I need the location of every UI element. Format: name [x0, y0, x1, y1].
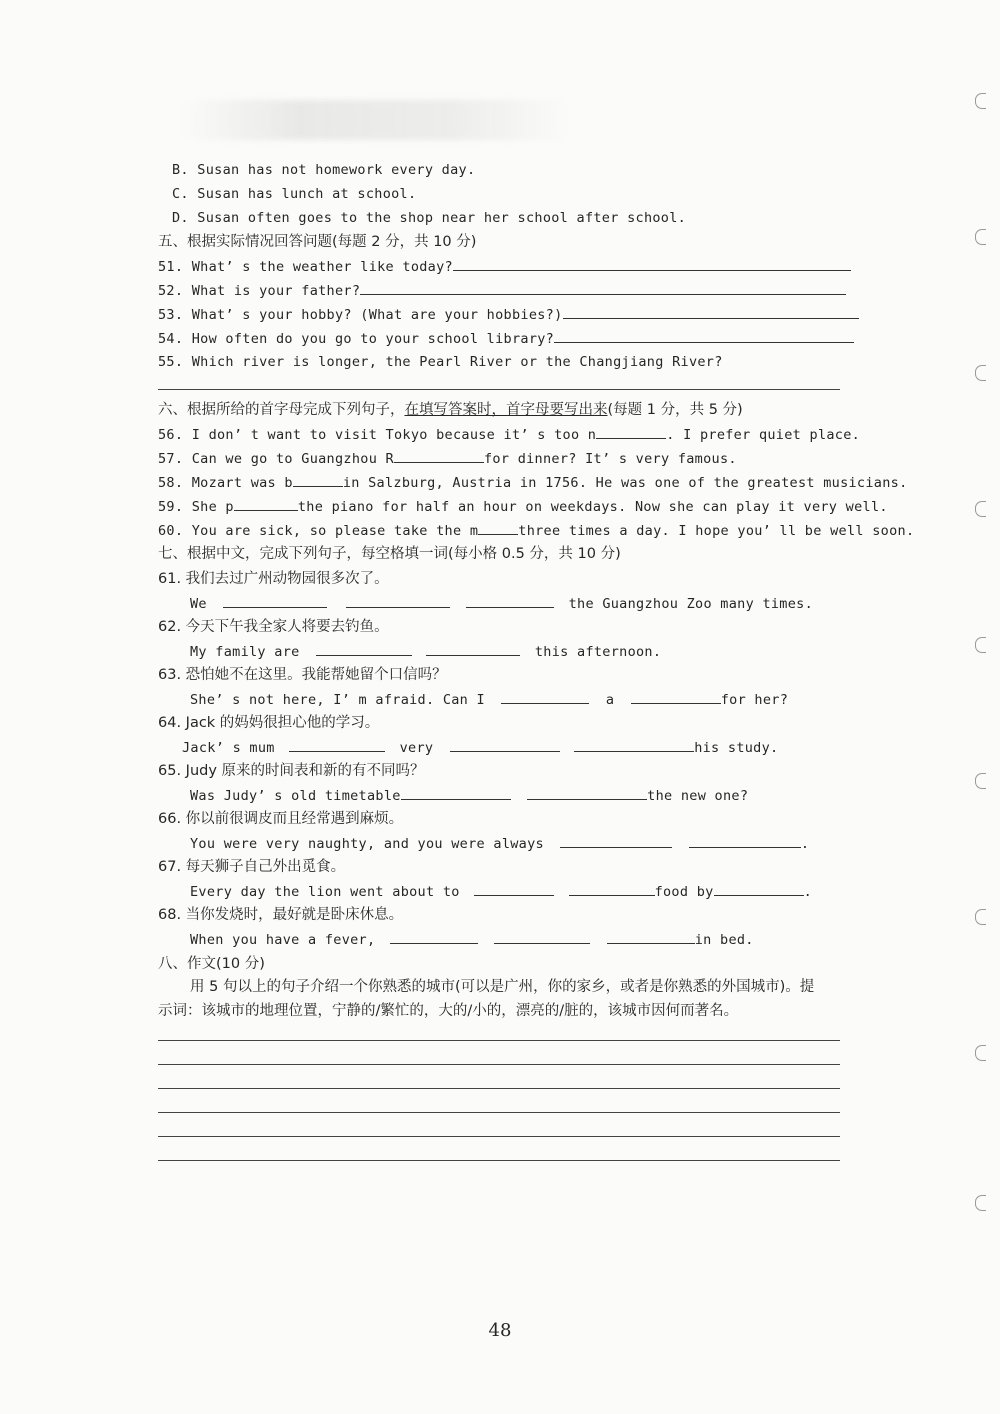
binder-hole: [975, 1195, 986, 1211]
question-60: 60. You are sick, so please take the m three times a day. I hope you’ ll be well soon.: [158, 520, 914, 541]
answer-blank[interactable]: [527, 785, 647, 800]
answer-blank[interactable]: [293, 472, 343, 487]
section-8-heading: 八、作文(10 分): [158, 956, 265, 972]
question-54: 54. How often do you go to your school library?: [158, 328, 854, 349]
answer-blank[interactable]: [401, 785, 511, 800]
question-63: She’ s not here, I’ m afraid. Can I a for her?: [190, 689, 788, 710]
writing-line[interactable]: [158, 1112, 840, 1113]
binder-hole: [975, 773, 986, 789]
answer-blank[interactable]: [450, 737, 560, 752]
section-6-heading: 六、根据所给的首字母完成下列句子，在填写答案时，首字母要写出来(每题 1 分，共 5 分): [158, 402, 743, 418]
answer-blank[interactable]: [560, 833, 672, 848]
option-d: D. Susan often goes to the shop near her school after school.: [172, 210, 687, 226]
question-63-chinese: 63. 恐怕她不在这里。我能帮她留个口信吗？: [158, 667, 447, 683]
answer-blank[interactable]: [474, 881, 554, 896]
answer-blank[interactable]: [714, 881, 804, 896]
writing-line[interactable]: [158, 1160, 840, 1161]
question-64: Jack’ s mum very his study.: [182, 737, 778, 758]
question-62: My family are this afternoon.: [190, 641, 661, 662]
answer-blank[interactable]: [689, 833, 801, 848]
binder-hole: [975, 229, 986, 245]
answer-blank[interactable]: [607, 929, 695, 944]
question-62-chinese: 62. 今天下午我全家人将要去钓鱼。: [158, 619, 389, 635]
question-56: 56. I don’ t want to visit Tokyo because it’ s too n . I prefer quiet place.: [158, 424, 860, 445]
binder-hole: [975, 909, 986, 925]
answer-blank[interactable]: [494, 929, 590, 944]
answer-blank[interactable]: [466, 593, 554, 608]
answer-blank[interactable]: [478, 520, 518, 535]
question-65-chinese: 65. Judy 原来的时间表和新的有不同吗？: [158, 763, 425, 779]
answer-blank[interactable]: [569, 881, 655, 896]
writing-line[interactable]: [158, 1088, 840, 1089]
answer-blank[interactable]: [289, 737, 385, 752]
question-51: 51. What’ s the weather like today?: [158, 256, 851, 277]
option-c: C. Susan has lunch at school.: [172, 186, 417, 202]
answer-blank[interactable]: [563, 304, 859, 319]
writing-line[interactable]: [158, 1064, 840, 1065]
question-66-chinese: 66. 你以前很调皮而且经常遇到麻烦。: [158, 811, 404, 827]
question-59: 59. She p the piano for half an hour on weekdays. Now she can play it very well.: [158, 496, 888, 517]
answer-line[interactable]: [158, 389, 840, 390]
section-5-heading: 五、根据实际情况回答问题(每题 2 分，共 10 分): [158, 234, 477, 250]
answer-blank[interactable]: [316, 641, 412, 656]
question-66: You were very naughty, and you were always .: [190, 833, 809, 854]
option-b: B. Susan has not homework every day.: [172, 162, 476, 178]
question-61-chinese: 61. 我们去过广州动物园很多次了。: [158, 571, 389, 587]
answer-blank[interactable]: [234, 496, 298, 511]
question-61: We the Guangzhou Zoo many times.: [190, 593, 813, 614]
answer-blank[interactable]: [394, 448, 484, 463]
writing-line[interactable]: [158, 1040, 840, 1041]
question-65: Was Judy’ s old timetable the new one?: [190, 785, 748, 806]
question-67: Every day the lion went about to food by .: [190, 881, 812, 902]
question-68-chinese: 68. 当你发烧时，最好就是卧床休息。: [158, 907, 404, 923]
binder-hole: [975, 501, 986, 517]
question-67-chinese: 67. 每天狮子自己外出觅食。: [158, 859, 346, 875]
binder-hole: [975, 365, 986, 381]
section-7-heading: 七、根据中文，完成下列句子，每空格填一词(每小格 0.5 分，共 10 分): [158, 546, 621, 562]
page-number: 48: [488, 1320, 512, 1341]
answer-blank[interactable]: [390, 929, 478, 944]
answer-blank[interactable]: [360, 280, 846, 295]
question-57: 57. Can we go to Guangzhou R for dinner? It’ s very famous.: [158, 448, 737, 469]
question-52: 52. What is your father?: [158, 280, 846, 301]
answer-blank[interactable]: [554, 328, 854, 343]
binder-hole: [975, 637, 986, 653]
answer-blank[interactable]: [453, 256, 851, 271]
binder-hole: [975, 93, 986, 109]
answer-blank[interactable]: [596, 424, 666, 439]
question-68: When you have a fever, in bed.: [190, 929, 754, 950]
answer-blank[interactable]: [501, 689, 589, 704]
answer-blank[interactable]: [223, 593, 327, 608]
scan-smudge: [180, 100, 570, 140]
question-64-chinese: 64. Jack 的妈妈很担心他的学习。: [158, 715, 380, 731]
binder-hole: [975, 1045, 986, 1061]
composition-prompt-line-1: 用 5 句以上的句子介绍一个你熟悉的城市(可以是广州，你的家乡，或者是你熟悉的外国城市)。提: [190, 979, 815, 995]
question-53: 53. What’ s your hobby? (What are your hobbies?): [158, 304, 859, 325]
answer-blank[interactable]: [426, 641, 520, 656]
answer-blank[interactable]: [631, 689, 721, 704]
composition-prompt-line-2: 示词：该城市的地理位置，宁静的/繁忙的，大的/小的，漂亮的/脏的，该城市因何而著名。: [158, 1003, 739, 1019]
question-55: 55. Which river is longer, the Pearl River or the Changjiang River?: [158, 354, 723, 370]
answer-blank[interactable]: [346, 593, 450, 608]
writing-line[interactable]: [158, 1136, 840, 1137]
question-58: 58. Mozart was b in Salzburg, Austria in 1756. He was one of the greatest musicians.: [158, 472, 908, 493]
answer-blank[interactable]: [574, 737, 694, 752]
